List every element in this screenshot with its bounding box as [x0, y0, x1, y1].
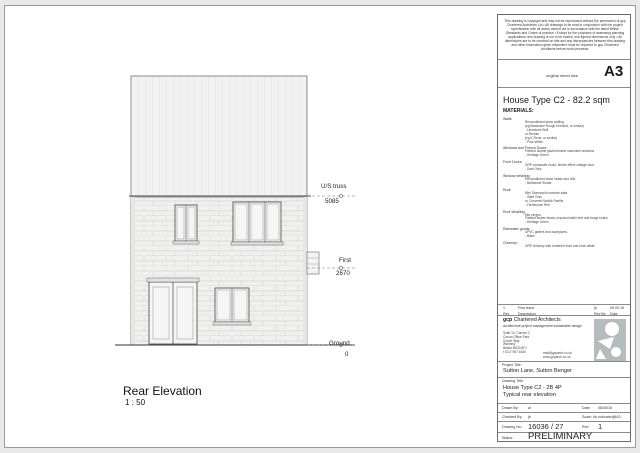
material-text: GRP composite doors, timber effect cottage door. - Dark Grey [525, 163, 595, 172]
revision-rev: 1 [503, 306, 505, 310]
material-item [503, 146, 627, 158]
material-item [503, 227, 627, 239]
material-item [503, 117, 627, 144]
revision-header-date: Date [610, 312, 618, 316]
date-value: 06/05/16 [598, 406, 612, 410]
drawn-by-label: Drawn By: [502, 406, 519, 410]
revision-header-rev: Rev [503, 312, 510, 316]
rev-label: Rev: [582, 425, 590, 429]
level-label-truss: U/S truss [321, 183, 347, 190]
checked-by: jb [528, 415, 531, 419]
drawing-title: Rear Elevation [123, 384, 202, 398]
status-value: PRELIMINARY [528, 431, 593, 442]
level-value-ground: 0 [345, 351, 349, 358]
firm-tagline: architecture project management sustainable design [503, 324, 582, 328]
material-key: Windows and French Doors: [503, 146, 548, 151]
material-text: Painted double glazed timber casement windows - Heritage Green [525, 149, 595, 158]
firm-logo [594, 319, 626, 361]
level-value-truss: 5085 [325, 198, 339, 205]
scale-label: Scale: [582, 415, 592, 419]
drawing-no-label: Drawing No: [502, 425, 522, 429]
checked-by-label: Checked By: [502, 415, 523, 419]
level-label-first: First [339, 257, 352, 264]
material-text: Reconstituted stone heads and cills. - Bathstone Shade [525, 177, 577, 185]
project-title: Sutton Lane, Sutton Benger [503, 368, 573, 374]
drawing-title-1: House Type C2 - 2B 4P [503, 385, 562, 391]
level-value-first: 2670 [336, 270, 350, 277]
material-item [503, 188, 627, 208]
material-text: Reconstituted stone walling (eg Bradstone Rough Dressed, or similar) - Limestone Buff or Render (eg K-Rend, or similar) - Pure White [525, 120, 584, 144]
firm-short: gcp [503, 317, 513, 323]
revision-date: 09.09.16 [610, 306, 624, 310]
project-title-label: Project Title: [502, 363, 522, 367]
material-item [503, 160, 627, 172]
material-item [503, 241, 627, 249]
window-first-left [173, 205, 199, 244]
material-key: Front Doors: [503, 160, 523, 165]
window-first-right [231, 202, 283, 245]
material-text: Mini Stonewold concrete slate - Slate Grey or Concrete Norfolk Pantile - Farmhouse Red [525, 190, 568, 207]
revision-description: First issue [518, 306, 535, 310]
material-key: Roof detailing: [503, 209, 526, 214]
drawing-no: 16036 / 27 [528, 422, 564, 431]
drawn-by: al [528, 406, 531, 410]
drawing-title-label: Drawing Title: [502, 379, 524, 383]
material-key: Walls: [503, 117, 513, 121]
sheet-size: A3 [604, 63, 624, 80]
material-item [503, 210, 627, 226]
drawing-scale: 1 : 50 [125, 398, 146, 407]
rear-elevation-drawing [5, 6, 497, 447]
material-text: Mid verges. Painted timber fascia, exposed rafter feet and barge board. - Heritage Green [525, 212, 609, 225]
material-text: GRP chimney with rendered front and brick detail. [525, 244, 596, 249]
revision-header-by: Rev By [594, 312, 606, 316]
drawing-sheet [4, 5, 636, 448]
level-label-ground: Ground [329, 340, 350, 347]
revision-by: jb [594, 306, 597, 310]
sheet-size-label: original sheet size [546, 73, 579, 78]
date-label: Date: [582, 406, 591, 410]
material-key: Chimney: [503, 241, 518, 246]
title-block [497, 14, 631, 442]
house-type: House Type C2 - 82.2 sqm [503, 95, 610, 105]
copyright-notice: This drawing is copyright and may not be reproduced without the permission of gcp Chartered Architects Ltd • All drawings to be read in conjunction with the project specification with all works carried out in accordance with the latest British Standards and Codes of practice • Except for the purposes of assessing planning applications; this drawing is not to be scaled, use figured dimensions only • All dimensions are to be checked on site and any discrepancies between this drawing and other information given elsewhere must be reported to gcp Chartered Architects before work proceeds. [504, 19, 626, 51]
material-key: Roof: [503, 187, 512, 192]
window-ground [213, 288, 251, 325]
status-label: Status: [502, 436, 514, 440]
material-item [503, 174, 627, 186]
materials-heading: MATERIALS: [503, 108, 534, 114]
revision-header-description: Description [518, 312, 536, 316]
firm-name: Chartered Architects [513, 317, 561, 323]
firm-address: Suite 10, Carrum 2 Corum Office Park Crown Way Warmley Bristol BS30 8FJ t 0117 967 6346 [503, 331, 530, 354]
material-text: UPVC gutters and downpipes. - Black [525, 230, 568, 239]
material-key: Rainwater goods: [503, 227, 531, 232]
roof [131, 76, 307, 196]
french-doors [147, 278, 199, 344]
material-key: Window detailing: [503, 174, 531, 179]
scale-value: As indicated@A3 [593, 415, 621, 419]
firm-details [503, 317, 588, 359]
rev-value: 1 [598, 422, 603, 431]
drawing-title-2: Typical rear elevation [503, 392, 556, 398]
firm-contact: mail@gcparch.co.uk www.gcparch.co.uk [543, 351, 572, 359]
materials-list [503, 117, 627, 251]
